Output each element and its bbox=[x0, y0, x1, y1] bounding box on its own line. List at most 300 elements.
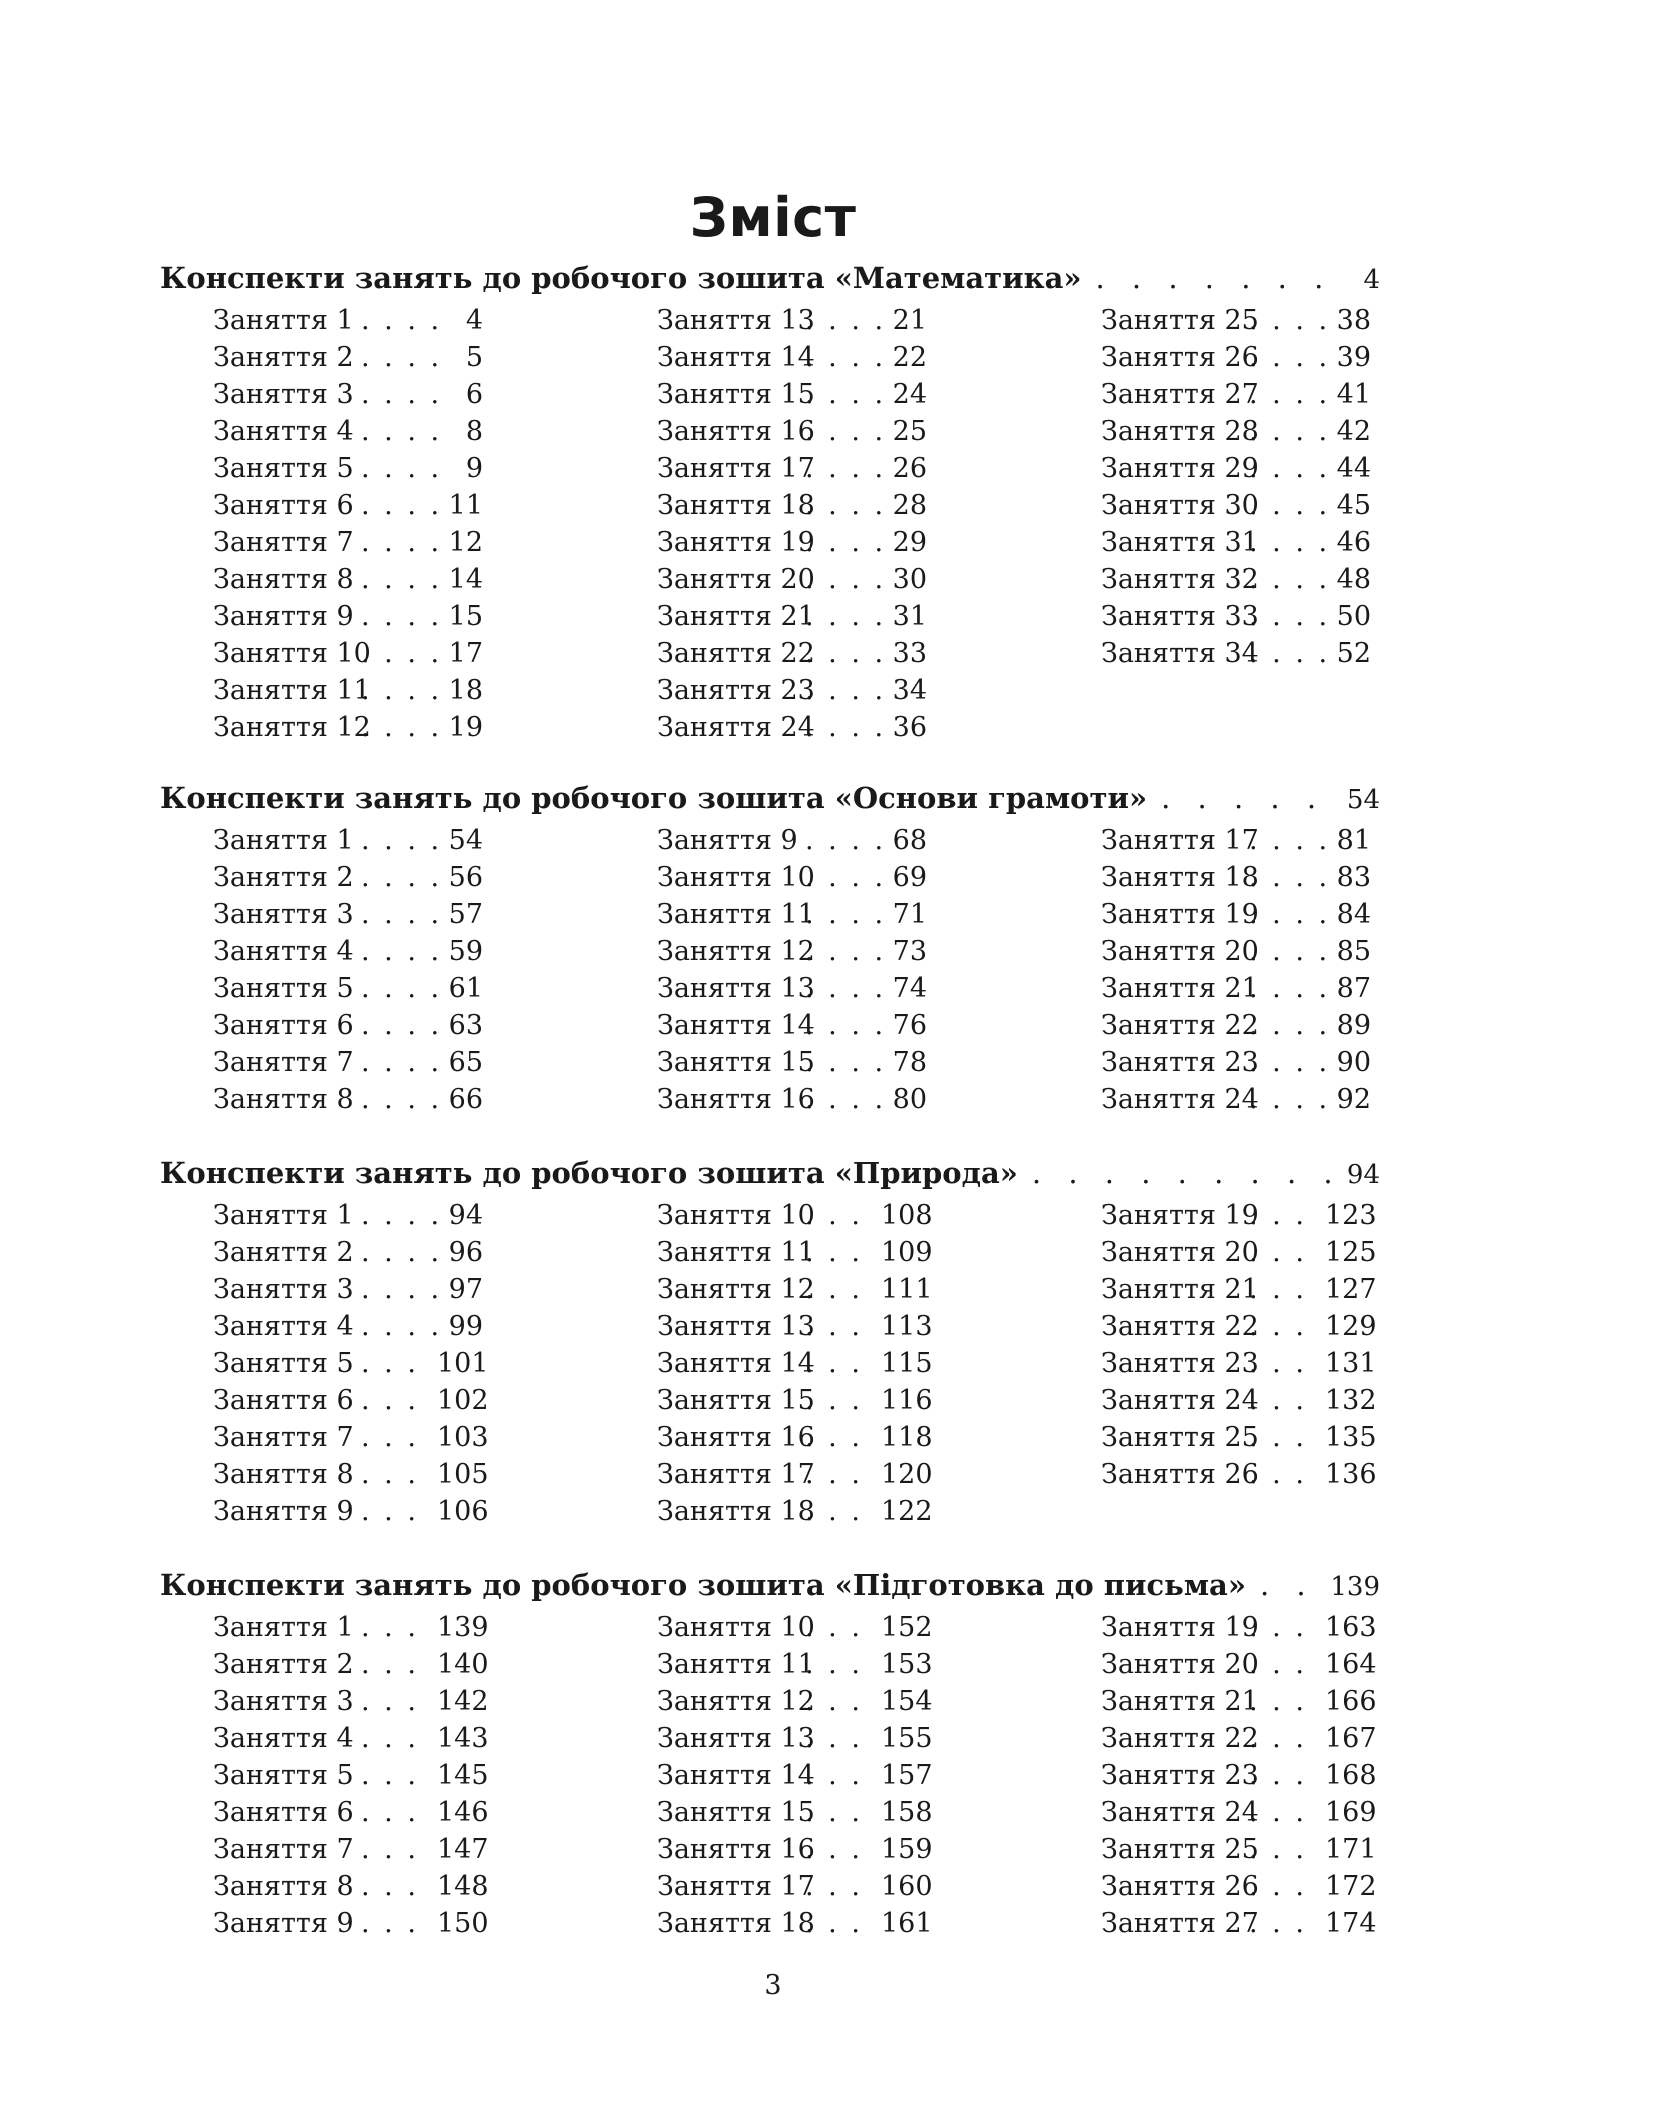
entry-dot-leader: . . . . bbox=[361, 862, 443, 893]
entry-page-number: 61 bbox=[448, 973, 483, 1004]
entry-label: Заняття 25 bbox=[1101, 1834, 1259, 1865]
entry-page-number: 118 bbox=[881, 1422, 933, 1453]
toc-entry[interactable] bbox=[657, 561, 1017, 598]
entry-dot-leader: . . . . bbox=[805, 936, 887, 967]
entry-label: Заняття 15 bbox=[657, 1385, 815, 1416]
entry-page-number: 108 bbox=[881, 1200, 933, 1231]
toc-entry[interactable] bbox=[213, 413, 573, 450]
toc-entry[interactable] bbox=[1101, 450, 1461, 487]
entry-dot-leader: . . . bbox=[1249, 1871, 1307, 1902]
toc-entry[interactable] bbox=[657, 933, 1017, 970]
toc-entry[interactable] bbox=[657, 1757, 1017, 1794]
toc-entry[interactable] bbox=[1101, 524, 1461, 561]
entry-page-number: 135 bbox=[1325, 1422, 1377, 1453]
toc-entry[interactable] bbox=[1101, 1081, 1461, 1118]
dot-leader bbox=[1096, 258, 1354, 298]
entry-label: Заняття 18 bbox=[1101, 862, 1259, 893]
toc-entry[interactable] bbox=[213, 561, 573, 598]
section-header-link[interactable] bbox=[160, 1153, 1380, 1193]
toc-entry[interactable] bbox=[213, 1456, 573, 1493]
toc-entry[interactable] bbox=[657, 1905, 1017, 1942]
entry-page-number: 4 bbox=[465, 305, 483, 336]
entry-page-number: 169 bbox=[1325, 1797, 1377, 1828]
entry-dot-leader: . . . . bbox=[805, 675, 887, 706]
entry-page-number: 38 bbox=[1336, 305, 1371, 336]
entry-label: Заняття 24 bbox=[1101, 1797, 1259, 1828]
toc-entry[interactable] bbox=[657, 1794, 1017, 1831]
entry-label: Заняття 22 bbox=[657, 638, 815, 669]
entry-page-number: 105 bbox=[437, 1459, 489, 1490]
toc-entry[interactable] bbox=[213, 1683, 573, 1720]
toc-entry[interactable] bbox=[657, 1007, 1017, 1044]
entry-dot-leader: . . . . bbox=[361, 825, 443, 856]
toc-entry[interactable] bbox=[213, 1007, 573, 1044]
entry-label: Заняття 5 bbox=[213, 973, 354, 1004]
entry-label: Заняття 28 bbox=[1101, 416, 1259, 447]
toc-entry[interactable] bbox=[1101, 598, 1461, 635]
toc-entry[interactable] bbox=[657, 413, 1017, 450]
entry-column bbox=[657, 822, 1017, 1118]
toc-entry[interactable] bbox=[213, 709, 573, 746]
toc-entry[interactable] bbox=[213, 970, 573, 1007]
entry-dot-leader: . . . bbox=[805, 1422, 863, 1453]
entry-dot-leader: . . . bbox=[1249, 1422, 1307, 1453]
entry-label: Заняття 18 bbox=[657, 1908, 815, 1939]
entry-label: Заняття 5 bbox=[213, 453, 354, 484]
entry-page-number: 54 bbox=[448, 825, 483, 856]
entry-dot-leader: . . . bbox=[361, 1496, 419, 1527]
entry-label: Заняття 25 bbox=[1101, 1422, 1259, 1453]
entry-page-number: 174 bbox=[1325, 1908, 1377, 1939]
entry-page-number: 131 bbox=[1325, 1348, 1377, 1379]
toc-entry[interactable] bbox=[657, 1044, 1017, 1081]
entry-label: Заняття 14 bbox=[657, 342, 815, 373]
entry-column bbox=[213, 1197, 573, 1530]
entry-page-number: 25 bbox=[892, 416, 927, 447]
toc-entry[interactable] bbox=[1101, 487, 1461, 524]
section-title: Конспекти занять до робочого зошита «Основи грамоти» bbox=[160, 781, 1148, 815]
entry-dot-leader: . . . . bbox=[361, 899, 443, 930]
entry-page-number: 111 bbox=[881, 1274, 933, 1305]
toc-entry[interactable] bbox=[213, 1720, 573, 1757]
toc-entry[interactable] bbox=[1101, 413, 1461, 450]
toc-entry[interactable] bbox=[657, 1345, 1017, 1382]
toc-entry[interactable] bbox=[657, 1197, 1017, 1234]
toc-entry[interactable] bbox=[657, 859, 1017, 896]
entry-label: Заняття 14 bbox=[657, 1760, 815, 1791]
entry-page-number: 81 bbox=[1336, 825, 1371, 856]
toc-entry[interactable] bbox=[213, 1646, 573, 1683]
entry-label: Заняття 18 bbox=[657, 1496, 815, 1527]
entry-dot-leader: . . . . bbox=[805, 862, 887, 893]
toc-entry[interactable] bbox=[1101, 561, 1461, 598]
entry-page-number: 168 bbox=[1325, 1760, 1377, 1791]
toc-entry[interactable] bbox=[213, 1868, 573, 1905]
toc-entry[interactable] bbox=[1101, 1868, 1461, 1905]
entry-page-number: 85 bbox=[1336, 936, 1371, 967]
entry-label: Заняття 24 bbox=[1101, 1385, 1259, 1416]
entry-dot-leader: . . . . bbox=[361, 379, 443, 410]
toc-entry[interactable] bbox=[657, 1831, 1017, 1868]
toc-entry[interactable] bbox=[657, 302, 1017, 339]
entry-dot-leader: . . . . bbox=[361, 638, 443, 669]
section-header-link[interactable] bbox=[160, 778, 1380, 818]
entry-page-number: 39 bbox=[1336, 342, 1371, 373]
entry-dot-leader: . . . bbox=[361, 1834, 419, 1865]
entry-dot-leader: . . . bbox=[361, 1760, 419, 1791]
toc-entry[interactable] bbox=[657, 524, 1017, 561]
toc-entry[interactable] bbox=[213, 896, 573, 933]
entry-label: Заняття 29 bbox=[1101, 453, 1259, 484]
entry-dot-leader: . . . . bbox=[1249, 564, 1331, 595]
toc-entry[interactable] bbox=[213, 1831, 573, 1868]
toc-entry[interactable] bbox=[213, 1609, 573, 1646]
entry-label: Заняття 13 bbox=[657, 1311, 815, 1342]
toc-entry[interactable] bbox=[657, 1081, 1017, 1118]
toc-entry[interactable] bbox=[657, 339, 1017, 376]
entry-label: Заняття 12 bbox=[657, 936, 815, 967]
entry-dot-leader: . . . . bbox=[1249, 490, 1331, 521]
entry-label: Заняття 16 bbox=[657, 1084, 815, 1115]
entry-label: Заняття 5 bbox=[213, 1348, 354, 1379]
toc-entry[interactable] bbox=[657, 1493, 1017, 1530]
toc-entry[interactable] bbox=[657, 1609, 1017, 1646]
toc-entry[interactable] bbox=[657, 970, 1017, 1007]
toc-entry[interactable] bbox=[1101, 1308, 1461, 1345]
toc-entry[interactable] bbox=[1101, 1794, 1461, 1831]
entry-page-number: 42 bbox=[1336, 416, 1371, 447]
entry-dot-leader: . . . . bbox=[361, 973, 443, 1004]
entry-page-number: 172 bbox=[1325, 1871, 1377, 1902]
entry-label: Заняття 21 bbox=[1101, 1274, 1259, 1305]
toc-entry[interactable] bbox=[213, 1081, 573, 1118]
entry-column bbox=[657, 1609, 1017, 1942]
toc-entry[interactable] bbox=[213, 1757, 573, 1794]
entry-page-number: 150 bbox=[437, 1908, 489, 1939]
entry-dot-leader: . . . . bbox=[1249, 1010, 1331, 1041]
entry-dot-leader: . . . . bbox=[361, 453, 443, 484]
entry-dot-leader: . . . . bbox=[361, 416, 443, 447]
entry-page-number: 153 bbox=[881, 1649, 933, 1680]
entry-label: Заняття 8 bbox=[213, 564, 354, 595]
toc-entry[interactable] bbox=[213, 1382, 573, 1419]
entry-dot-leader: . . . . bbox=[1249, 416, 1331, 447]
entry-page-number: 164 bbox=[1325, 1649, 1377, 1680]
entry-dot-leader: . . . bbox=[805, 1348, 863, 1379]
toc-entry[interactable] bbox=[1101, 1456, 1461, 1493]
entry-dot-leader: . . . . bbox=[1249, 973, 1331, 1004]
entry-page-number: 12 bbox=[448, 527, 483, 558]
toc-entry[interactable] bbox=[1101, 1044, 1461, 1081]
entry-page-number: 142 bbox=[437, 1686, 489, 1717]
toc-entry[interactable] bbox=[213, 635, 573, 672]
entry-label: Заняття 32 bbox=[1101, 564, 1259, 595]
entry-page-number: 22 bbox=[892, 342, 927, 373]
entry-page-number: 103 bbox=[437, 1422, 489, 1453]
toc-entry[interactable] bbox=[213, 933, 573, 970]
entry-label: Заняття 9 bbox=[657, 825, 798, 856]
entry-dot-leader: . . . bbox=[1249, 1649, 1307, 1680]
toc-entry[interactable] bbox=[1101, 339, 1461, 376]
toc-entry[interactable] bbox=[213, 1345, 573, 1382]
entry-dot-leader: . . . bbox=[805, 1649, 863, 1680]
entry-page-number: 157 bbox=[881, 1760, 933, 1791]
entry-page-number: 46 bbox=[1336, 527, 1371, 558]
entry-column bbox=[657, 1197, 1017, 1530]
entry-label: Заняття 1 bbox=[213, 825, 354, 856]
entry-label: Заняття 7 bbox=[213, 527, 354, 558]
entry-label: Заняття 10 bbox=[657, 1200, 815, 1231]
entry-page-number: 129 bbox=[1325, 1311, 1377, 1342]
toc-entry[interactable] bbox=[1101, 859, 1461, 896]
entry-page-number: 123 bbox=[1325, 1200, 1377, 1231]
entry-label: Заняття 9 bbox=[213, 601, 354, 632]
entry-page-number: 97 bbox=[448, 1274, 483, 1305]
entry-page-number: 132 bbox=[1325, 1385, 1377, 1416]
toc-entry[interactable] bbox=[657, 598, 1017, 635]
entry-label: Заняття 23 bbox=[1101, 1047, 1259, 1078]
toc-entry[interactable] bbox=[1101, 1007, 1461, 1044]
entry-dot-leader: . . . . bbox=[361, 936, 443, 967]
toc-entry[interactable] bbox=[657, 709, 1017, 746]
toc-entry[interactable] bbox=[657, 672, 1017, 709]
entry-dot-leader: . . . bbox=[1249, 1834, 1307, 1865]
entry-page-number: 171 bbox=[1325, 1834, 1377, 1865]
entry-page-number: 57 bbox=[448, 899, 483, 930]
toc-entry[interactable] bbox=[1101, 1345, 1461, 1382]
section-title: Конспекти занять до робочого зошита «Підготовка до письма» bbox=[160, 1568, 1246, 1602]
toc-entry[interactable] bbox=[1101, 970, 1461, 1007]
entry-column bbox=[1101, 822, 1461, 1118]
entry-dot-leader: . . . bbox=[1249, 1237, 1307, 1268]
entry-column bbox=[213, 1609, 573, 1942]
toc-entry[interactable] bbox=[1101, 1905, 1461, 1942]
entry-dot-leader: . . . . bbox=[361, 527, 443, 558]
section-page-number: 94 bbox=[1346, 1160, 1380, 1190]
entry-dot-leader: . . . . bbox=[361, 712, 443, 743]
toc-entry[interactable] bbox=[657, 1271, 1017, 1308]
entry-dot-leader: . . . . bbox=[805, 1084, 887, 1115]
toc-entry[interactable] bbox=[213, 1234, 573, 1271]
entry-label: Заняття 3 bbox=[213, 899, 354, 930]
entry-page-number: 122 bbox=[881, 1496, 933, 1527]
toc-entry[interactable] bbox=[213, 822, 573, 859]
entry-label: Заняття 2 bbox=[213, 342, 354, 373]
entry-label: Заняття 25 bbox=[1101, 305, 1259, 336]
toc-entry[interactable] bbox=[657, 1382, 1017, 1419]
toc-entry[interactable] bbox=[1101, 1720, 1461, 1757]
entry-label: Заняття 2 bbox=[213, 1237, 354, 1268]
entry-label: Заняття 13 bbox=[657, 305, 815, 336]
entry-dot-leader: . . . . bbox=[805, 1047, 887, 1078]
entry-page-number: 8 bbox=[465, 416, 483, 447]
entry-dot-leader: . . . . bbox=[1249, 379, 1331, 410]
entry-dot-leader: . . . . bbox=[361, 1274, 443, 1305]
entry-page-number: 143 bbox=[437, 1723, 489, 1754]
toc-entry[interactable] bbox=[657, 1456, 1017, 1493]
toc-entry[interactable] bbox=[213, 376, 573, 413]
entry-page-number: 5 bbox=[465, 342, 483, 373]
entry-page-number: 148 bbox=[437, 1871, 489, 1902]
entry-page-number: 52 bbox=[1336, 638, 1371, 669]
entry-dot-leader: . . . . bbox=[805, 490, 887, 521]
toc-entry[interactable] bbox=[1101, 1271, 1461, 1308]
entry-label: Заняття 20 bbox=[657, 564, 815, 595]
toc-entry[interactable] bbox=[213, 1794, 573, 1831]
toc-entry[interactable] bbox=[213, 1419, 573, 1456]
entry-label: Заняття 3 bbox=[213, 379, 354, 410]
entry-dot-leader: . . . bbox=[805, 1760, 863, 1791]
entry-page-number: 78 bbox=[892, 1047, 927, 1078]
entry-page-number: 41 bbox=[1336, 379, 1371, 410]
entry-page-number: 89 bbox=[1336, 1010, 1371, 1041]
entry-dot-leader: . . . bbox=[805, 1908, 863, 1939]
toc-entry[interactable] bbox=[657, 896, 1017, 933]
toc-entry[interactable] bbox=[213, 598, 573, 635]
entry-label: Заняття 19 bbox=[1101, 1200, 1259, 1231]
entry-page-number: 50 bbox=[1336, 601, 1371, 632]
entry-dot-leader: . . . bbox=[1249, 1797, 1307, 1828]
entry-dot-leader: . . . . bbox=[361, 1047, 443, 1078]
entry-label: Заняття 8 bbox=[213, 1084, 354, 1115]
entry-page-number: 68 bbox=[892, 825, 927, 856]
entry-label: Заняття 12 bbox=[657, 1274, 815, 1305]
toc-entry[interactable] bbox=[1101, 822, 1461, 859]
entry-dot-leader: . . . bbox=[1249, 1274, 1307, 1305]
entry-dot-leader: . . . . bbox=[1249, 305, 1331, 336]
entry-dot-leader: . . . . bbox=[1249, 862, 1331, 893]
entry-page-number: 19 bbox=[448, 712, 483, 743]
entry-label: Заняття 11 bbox=[657, 1237, 815, 1268]
toc-entry[interactable] bbox=[1101, 376, 1461, 413]
page-number: 3 bbox=[764, 1970, 782, 2001]
toc-entry[interactable] bbox=[1101, 302, 1461, 339]
entry-dot-leader: . . . . bbox=[805, 379, 887, 410]
toc-entry[interactable] bbox=[213, 339, 573, 376]
toc-entry[interactable] bbox=[213, 672, 573, 709]
entry-page-number: 21 bbox=[892, 305, 927, 336]
section-header-link[interactable] bbox=[160, 258, 1380, 298]
toc-entry[interactable] bbox=[1101, 1419, 1461, 1456]
entry-page-number: 99 bbox=[448, 1311, 483, 1342]
entry-label: Заняття 17 bbox=[657, 1871, 815, 1902]
toc-entry[interactable] bbox=[657, 487, 1017, 524]
entry-page-number: 76 bbox=[892, 1010, 927, 1041]
entry-label: Заняття 13 bbox=[657, 1723, 815, 1754]
toc-entry[interactable] bbox=[1101, 896, 1461, 933]
entry-label: Заняття 9 bbox=[213, 1908, 354, 1939]
toc-entry[interactable] bbox=[657, 1419, 1017, 1456]
toc-entry[interactable] bbox=[213, 859, 573, 896]
entry-label: Заняття 2 bbox=[213, 1649, 354, 1680]
toc-entry[interactable] bbox=[213, 1044, 573, 1081]
entry-page-number: 125 bbox=[1325, 1237, 1377, 1268]
toc-entry[interactable] bbox=[657, 822, 1017, 859]
entry-label: Заняття 31 bbox=[1101, 527, 1259, 558]
toc-entry[interactable] bbox=[657, 376, 1017, 413]
toc-entry[interactable] bbox=[213, 524, 573, 561]
entry-label: Заняття 27 bbox=[1101, 379, 1259, 410]
entry-label: Заняття 21 bbox=[1101, 973, 1259, 1004]
entry-column bbox=[657, 302, 1017, 746]
toc-entry[interactable] bbox=[1101, 1683, 1461, 1720]
entry-label: Заняття 8 bbox=[213, 1459, 354, 1490]
dot-leader bbox=[1161, 778, 1337, 818]
entry-page-number: 74 bbox=[892, 973, 927, 1004]
toc-entry[interactable] bbox=[657, 1308, 1017, 1345]
toc-entry[interactable] bbox=[657, 450, 1017, 487]
entry-dot-leader: . . . . bbox=[1249, 1047, 1331, 1078]
entry-label: Заняття 24 bbox=[657, 712, 815, 743]
entry-label: Заняття 7 bbox=[213, 1422, 354, 1453]
toc-entry[interactable] bbox=[213, 450, 573, 487]
entry-page-number: 15 bbox=[448, 601, 483, 632]
entry-page-number: 30 bbox=[892, 564, 927, 595]
entry-dot-leader: . . . . bbox=[805, 453, 887, 484]
entry-label: Заняття 23 bbox=[1101, 1760, 1259, 1791]
toc-entry[interactable] bbox=[1101, 1234, 1461, 1271]
toc-entry[interactable] bbox=[213, 487, 573, 524]
toc-entry[interactable] bbox=[657, 1720, 1017, 1757]
entry-label: Заняття 15 bbox=[657, 1797, 815, 1828]
toc-entry[interactable] bbox=[1101, 635, 1461, 672]
toc-entry[interactable] bbox=[1101, 1382, 1461, 1419]
section-page-number: 139 bbox=[1330, 1572, 1380, 1602]
entry-page-number: 14 bbox=[448, 564, 483, 595]
toc-entry[interactable] bbox=[657, 1234, 1017, 1271]
toc-entry[interactable] bbox=[213, 1197, 573, 1234]
entry-dot-leader: . . . bbox=[361, 1649, 419, 1680]
toc-entry[interactable] bbox=[1101, 1757, 1461, 1794]
toc-entry[interactable] bbox=[1101, 1646, 1461, 1683]
toc-entry[interactable] bbox=[213, 1308, 573, 1345]
entry-label: Заняття 8 bbox=[213, 1871, 354, 1902]
toc-entry[interactable] bbox=[1101, 1609, 1461, 1646]
entry-dot-leader: . . . bbox=[1249, 1459, 1307, 1490]
toc-entry[interactable] bbox=[1101, 933, 1461, 970]
toc-entry[interactable] bbox=[657, 635, 1017, 672]
toc-entry[interactable] bbox=[213, 1271, 573, 1308]
entry-dot-leader: . . . bbox=[361, 1385, 419, 1416]
entry-label: Заняття 7 bbox=[213, 1834, 354, 1865]
entry-label: Заняття 22 bbox=[1101, 1311, 1259, 1342]
entry-page-number: 154 bbox=[881, 1686, 933, 1717]
entry-label: Заняття 26 bbox=[1101, 342, 1259, 373]
entry-page-number: 146 bbox=[437, 1797, 489, 1828]
entry-label: Заняття 21 bbox=[1101, 1686, 1259, 1717]
toc-entry[interactable] bbox=[657, 1683, 1017, 1720]
entry-dot-leader: . . . . bbox=[805, 973, 887, 1004]
toc-entry[interactable] bbox=[213, 1905, 573, 1942]
toc-entry[interactable] bbox=[213, 1493, 573, 1530]
toc-entry[interactable] bbox=[213, 302, 573, 339]
entry-label: Заняття 10 bbox=[657, 1612, 815, 1643]
entry-page-number: 166 bbox=[1325, 1686, 1377, 1717]
entry-label: Заняття 7 bbox=[213, 1047, 354, 1078]
toc-entry[interactable] bbox=[1101, 1831, 1461, 1868]
entry-label: Заняття 16 bbox=[657, 416, 815, 447]
entry-label: Заняття 30 bbox=[1101, 490, 1259, 521]
entry-dot-leader: . . . . bbox=[361, 564, 443, 595]
entry-label: Заняття 23 bbox=[657, 675, 815, 706]
section-header-link[interactable] bbox=[160, 1565, 1380, 1605]
toc-entry[interactable] bbox=[657, 1868, 1017, 1905]
entry-page-number: 90 bbox=[1336, 1047, 1371, 1078]
toc-entry[interactable] bbox=[657, 1646, 1017, 1683]
entry-page-number: 160 bbox=[881, 1871, 933, 1902]
toc-entry[interactable] bbox=[1101, 1197, 1461, 1234]
entry-page-number: 127 bbox=[1325, 1274, 1377, 1305]
